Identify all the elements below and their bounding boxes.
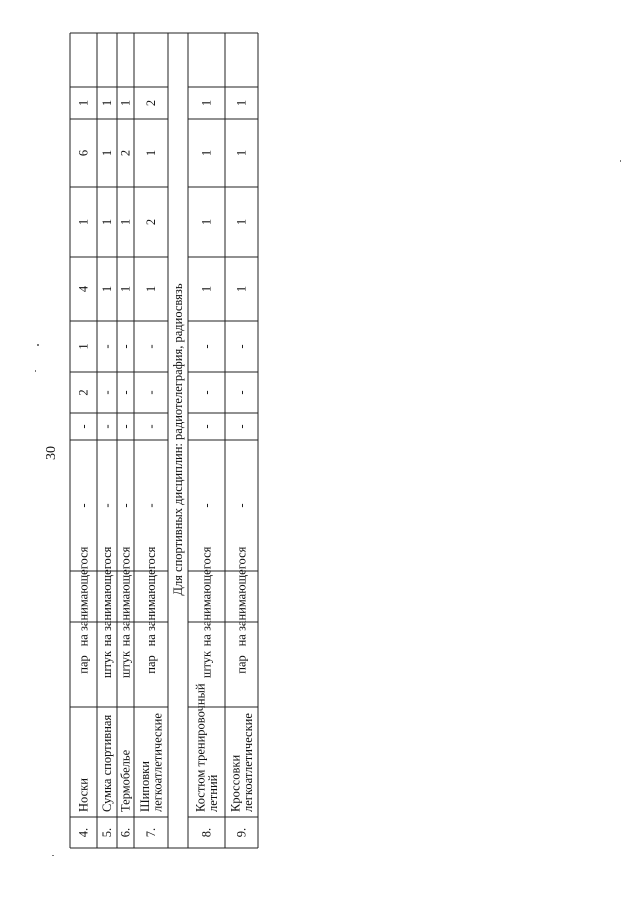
quantity-cell: 1 xyxy=(199,218,214,226)
row-number: 5. xyxy=(100,827,114,838)
quantity-cell: - xyxy=(118,424,133,429)
calculation-unit: на занимающегося xyxy=(76,546,91,647)
item-name-line: Кроссовки xyxy=(228,754,243,812)
item-name: Термобелье xyxy=(118,749,133,812)
quantity-cell: 1 xyxy=(234,285,249,293)
calculation-unit: на занимающегося xyxy=(118,546,133,647)
quantity-cell: 1 xyxy=(76,218,91,226)
calculation-unit: на занимающегося xyxy=(199,546,214,647)
quantity-cell: - xyxy=(144,344,158,349)
row-number: 4. xyxy=(76,827,91,838)
quantity-cell: - xyxy=(118,390,133,395)
quantity-cell: - xyxy=(234,344,249,349)
row-number: 6. xyxy=(118,827,133,838)
calculation-unit: на занимающегося xyxy=(234,546,249,647)
quantity-cell: - xyxy=(144,503,158,508)
quantity-cell: 1 xyxy=(118,285,133,293)
quantity-cell: - xyxy=(100,344,114,349)
page-number-text: 30 xyxy=(44,446,59,460)
quantity-cell: - xyxy=(234,424,249,429)
quantity-cell: 1 xyxy=(118,218,133,226)
item-name: Носки xyxy=(76,778,91,812)
quantity-cell: 4 xyxy=(76,285,91,293)
quantity-cell: 1 xyxy=(199,285,214,293)
quantity-cell: - xyxy=(76,424,91,429)
quantity-cell: 6 xyxy=(76,149,91,157)
item-name-line: легкоатлетические xyxy=(150,713,165,812)
quantity-cell: - xyxy=(100,424,114,429)
item-name-line: легкоатлетические xyxy=(240,713,255,812)
quantity-cell: - xyxy=(144,424,158,429)
quantity-cell: 1 xyxy=(234,99,249,107)
item-name-line: Костюм тренировочный xyxy=(193,683,208,812)
item-name: Сумка спортивная xyxy=(100,714,114,812)
unit-of-measure: штук xyxy=(100,650,114,679)
quantity-cell: - xyxy=(234,503,249,508)
quantity-cell: 1 xyxy=(100,149,114,157)
quantity-cell: 1 xyxy=(199,149,214,157)
quantity-cell: 1 xyxy=(76,99,91,107)
quantity-cell: 1 xyxy=(100,218,114,226)
quantity-cell: - xyxy=(100,390,114,395)
quantity-cell: 1 xyxy=(234,149,249,157)
quantity-cell: - xyxy=(100,503,114,508)
quantity-cell: 1 xyxy=(100,99,114,107)
quantity-cell: - xyxy=(118,344,133,349)
calculation-unit: на занимающегося xyxy=(100,546,114,647)
quantity-cell: 2 xyxy=(144,218,158,226)
quantity-cell: - xyxy=(76,503,91,508)
unit-of-measure: штук xyxy=(118,650,133,679)
quantity-cell: 1 xyxy=(118,99,133,107)
quantity-cell: - xyxy=(199,390,214,395)
quantity-cell: - xyxy=(144,390,158,395)
item-name-line: летний xyxy=(205,774,220,812)
quantity-cell: 2 xyxy=(144,99,158,107)
calculation-unit: на занимающегося xyxy=(144,546,158,647)
unit-of-measure: пар xyxy=(76,655,91,674)
quantity-cell: - xyxy=(118,503,133,508)
quantity-cell: 2 xyxy=(118,149,133,157)
item-name-line: Шиповки xyxy=(137,761,152,812)
quantity-cell: 2 xyxy=(76,389,91,396)
quantity-cell: - xyxy=(199,424,214,429)
quantity-cell: - xyxy=(234,390,249,395)
quantity-cell: - xyxy=(199,503,214,508)
quantity-cell: 1 xyxy=(199,99,214,107)
quantity-cell: - xyxy=(199,344,214,349)
quantity-cell: 1 xyxy=(144,285,158,293)
unit-of-measure: штук xyxy=(199,650,214,679)
quantity-cell: 1 xyxy=(234,218,249,226)
section-heading: Для спортивных дисциплин: радиотелеграфия, радиосвязь xyxy=(171,283,185,596)
row-number: 7. xyxy=(144,827,158,838)
quantity-cell: 1 xyxy=(100,285,114,293)
unit-of-measure: пар xyxy=(234,655,249,674)
row-number: 8. xyxy=(199,827,214,838)
unit-of-measure: пар xyxy=(144,655,158,674)
row-number: 9. xyxy=(234,827,249,838)
quantity-cell: 1 xyxy=(144,149,158,157)
quantity-cell: 1 xyxy=(76,343,91,350)
